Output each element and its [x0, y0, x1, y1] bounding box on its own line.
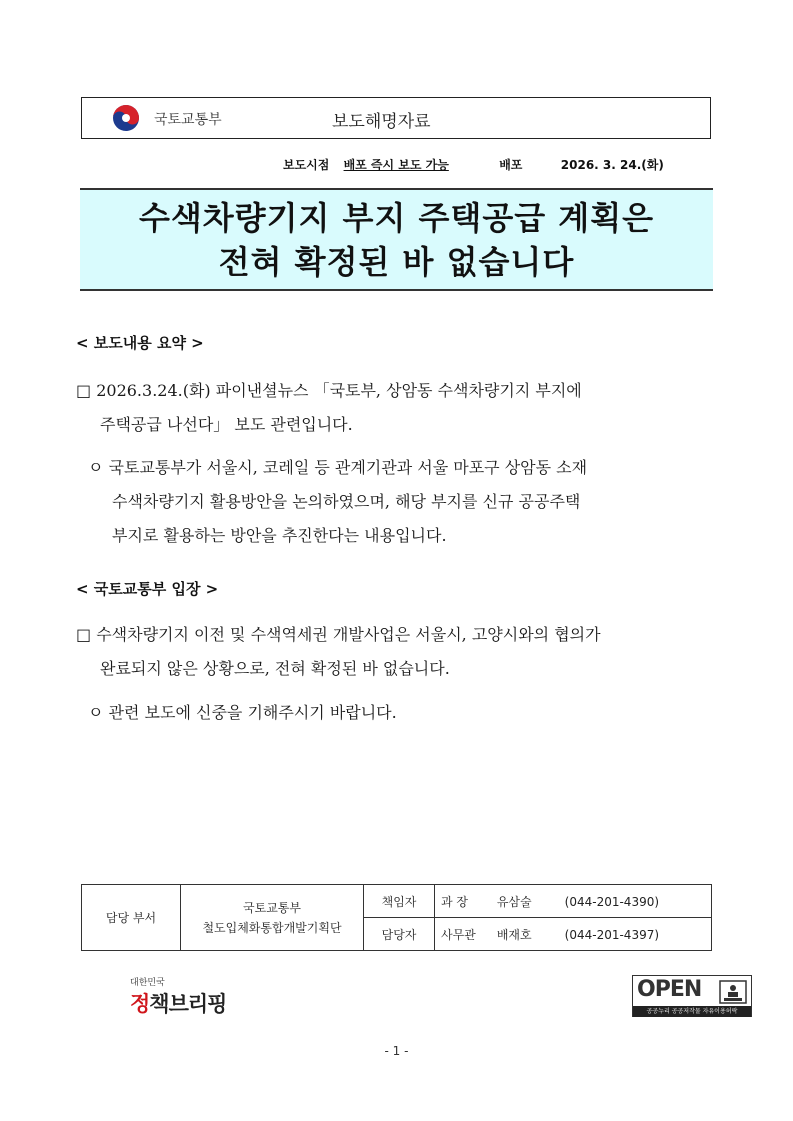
position-heading: < 국토교통부 입장 >: [76, 580, 219, 598]
role-officer: 담당자: [364, 918, 435, 951]
ministry-name: 국토교통부: [154, 112, 222, 128]
officer-name: 배재호: [496, 927, 532, 942]
position-item-1-line-2: 완료되지 않은 상황으로, 전혀 확정된 바 없습니다.: [100, 659, 450, 678]
manager-title: 과 장: [441, 894, 468, 909]
role-manager: 책임자: [364, 885, 435, 918]
position-item-2-line-1: ㅇ 관련 보도에 신중을 기해주시기 바랍니다.: [88, 703, 397, 722]
dept-name-line-2: 철도입체화통합개발기획단: [202, 920, 342, 935]
officer-phone: (044-201-4397): [564, 927, 660, 942]
open-caption: 공공누리 공공저작물 자유이용허락: [633, 1006, 751, 1017]
distribution-date: 2026. 3. 24.(화): [560, 158, 664, 172]
release-info: [283, 156, 664, 173]
brand-red-char: 정: [130, 992, 150, 1016]
manager-info: [435, 885, 712, 918]
release-time-label: 보도시점: [283, 158, 330, 172]
open-license-badge: [632, 975, 752, 1017]
header-box: [81, 97, 711, 139]
summary-item-1-line-2: 주택공급 나선다」 보도 관련입니다.: [100, 415, 353, 434]
brand-small-text: 대한민국: [130, 978, 165, 988]
document-type: 보도해명자료: [332, 112, 431, 132]
summary-item-2-line-3: 부지로 활용하는 방안을 추진한다는 내용입니다.: [112, 526, 447, 545]
brand-rest-chars: 책브리핑: [149, 992, 227, 1016]
summary-item-2: [88, 451, 728, 553]
position-item-1-line-1: □ 수색차량기지 이전 및 수색역세권 개발사업은 서울시, 고양시와의 협의가: [76, 625, 601, 644]
dept-name: [181, 885, 364, 951]
position-item-1: [76, 618, 726, 686]
officer-info: [435, 918, 712, 951]
summary-item-1-line-1: □ 2026.3.24.(화) 파이낸셜뉴스 「국토부, 상암동 수색차량기지 부지에: [76, 381, 582, 400]
person-license-icon: [719, 980, 747, 1004]
open-text: OPEN: [637, 977, 702, 1002]
title-line-1: 수색차량기지 부지 주택공급 계획은: [138, 199, 655, 237]
summary-item-1: [76, 374, 726, 442]
title-line-2: 전혀 확정된 바 없습니다: [218, 243, 575, 281]
dept-label: 담당 부서: [82, 885, 181, 951]
dept-name-line-1: 국토교통부: [243, 900, 301, 915]
taegeuk-logo-icon: [112, 104, 140, 132]
summary-heading: < 보도내용 요약 >: [76, 334, 204, 352]
contact-table: [81, 884, 712, 951]
manager-name: 유삼술: [496, 894, 532, 909]
manager-phone: (044-201-4390): [564, 894, 660, 909]
brand-main-text: [130, 988, 226, 1018]
distribution-label: 배포: [499, 158, 523, 172]
summary-item-2-line-1: ㅇ 국토교통부가 서울시, 코레일 등 관계기관과 서울 마포구 상암동 소재: [88, 458, 588, 477]
officer-title: 사무관: [441, 927, 476, 942]
title-box: [80, 188, 713, 291]
position-item-2: [88, 696, 728, 730]
page-number: - 1 -: [384, 1044, 409, 1058]
release-time-value: 배포 즉시 보도 가능: [343, 158, 449, 172]
policy-briefing-logo: [130, 975, 226, 1018]
summary-item-2-line-2: 수색차량기지 활용방안을 논의하였으며, 해당 부지를 신규 공공주택: [112, 492, 581, 511]
